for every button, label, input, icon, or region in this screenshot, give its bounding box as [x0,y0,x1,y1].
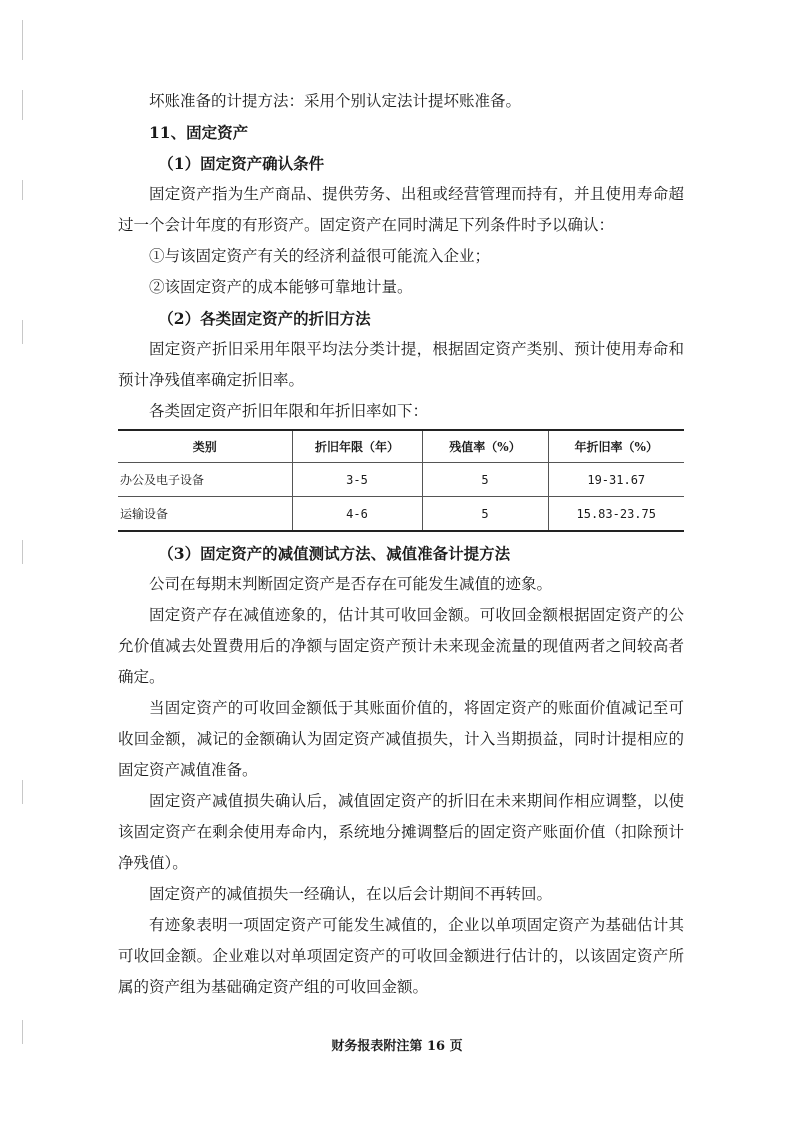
page-footer: 财务报表附注第 16 页 [331,1039,463,1054]
table-intro-text: 各类固定资产折旧年限和年折旧率如下： [149,402,429,420]
header-residual-rate: 残值率（%） [422,430,548,463]
depreciation-method-text: 固定资产折旧采用年限平均法分类计提，根据固定资产类别、预计使用寿命和预计净残值率确定折旧率。 [118,340,684,389]
cell-useful-life: 4-6 [292,497,422,532]
fixed-asset-definition: 固定资产指为生产商品、提供劳务、出租或经营管理而持有，并且使用寿命超过一个会计年度的有形资产。固定资产在同时满足下列条件时予以确认： [118,185,684,234]
impairment-paragraph-3: 当固定资产的可收回金额低于其账面价值的，将固定资产的账面价值减记至可收回金额，减记的金额确认为固定资产减值损失，计入当期损益，同时计提相应的固定资产减值准备。 [118,699,684,779]
cell-useful-life: 3-5 [292,463,422,497]
impairment-paragraph-5: 固定资产的减值损失一经确认，在以后会计期间不再转回。 [149,885,553,903]
document-page [118,86,684,1003]
impairment-paragraph-2: 固定资产存在减值迹象的，估计其可收回金额。可收回金额根据固定资产的公允价值减去处置费用后的净额与固定资产预计未来现金流量的现值两者之间较高者确定。 [118,606,684,686]
recognition-condition-1: ①与该固定资产有关的经济利益很可能流入企业； [149,247,491,265]
recognition-condition-2: ②该固定资产的成本能够可靠地计量。 [149,278,413,296]
cell-residual-rate: 5 [422,497,548,532]
bad-debt-method-text: 坏账准备的计提方法：采用个别认定法计提坏账准备。 [149,92,522,110]
header-useful-life: 折旧年限（年） [292,430,422,463]
impairment-paragraph-1: 公司在每期末判断固定资产是否存在可能发生减值的迹象。 [149,575,553,593]
header-annual-rate: 年折旧率（%） [548,430,684,463]
cell-residual-rate: 5 [422,463,548,497]
depreciation-rate-table [118,429,684,532]
cell-category: 运输设备 [120,507,169,521]
table-row [118,497,684,532]
section-heading-fixed-assets: 11、固定资产 [149,123,249,142]
header-category: 类别 [118,430,292,463]
cell-annual-rate: 19-31.67 [548,463,684,497]
cell-category: 办公及电子设备 [118,463,292,497]
table-row [118,463,684,497]
binding-hole-marks [14,20,38,1100]
table-header-row [118,430,684,463]
subheading-impairment: （3）固定资产的减值测试方法、减值准备计提方法 [158,544,511,563]
impairment-paragraph-6: 有迹象表明一项固定资产可能发生减值的，企业以单项固定资产为基础估计其可收回金额。企业难以对单项固定资产的可收回金额进行估计的，以该固定资产所属的资产组为基础确定资产组的可收回金额。 [118,916,684,996]
subheading-depreciation: （2）各类固定资产的折旧方法 [158,309,371,328]
impairment-paragraph-4: 固定资产减值损失确认后，减值固定资产的折旧在未来期间作相应调整，以使该固定资产在剩余使用寿命内，系统地分摊调整后的固定资产账面价值（扣除预计净残值）。 [118,792,684,872]
subheading-recognition: （1）固定资产确认条件 [158,154,325,173]
cell-annual-rate: 15.83-23.75 [548,497,684,532]
